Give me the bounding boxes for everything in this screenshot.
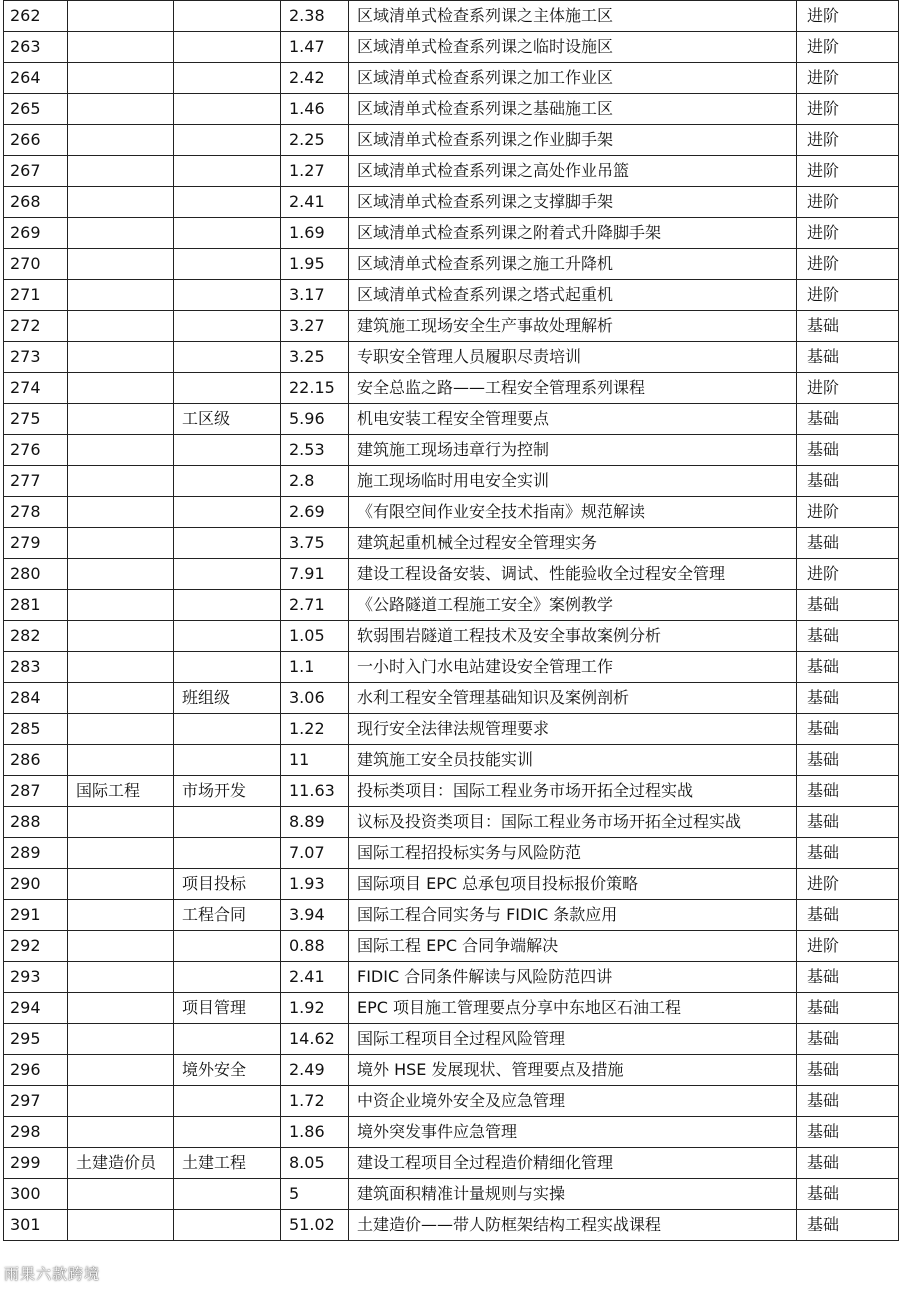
row-number: 279 [4, 528, 68, 559]
table-row [4, 249, 899, 280]
hours-cell: 3.27 [281, 311, 349, 342]
hours-cell: 0.88 [281, 931, 349, 962]
hours-cell: 2.49 [281, 1055, 349, 1086]
hours-cell: 1.46 [281, 94, 349, 125]
category-cell [68, 559, 174, 590]
category-cell [68, 125, 174, 156]
level-cell: 基础 [797, 838, 899, 869]
level-cell: 基础 [797, 683, 899, 714]
course-title-cell: 国际工程招投标实务与风险防范 [349, 838, 797, 869]
level-cell: 基础 [797, 807, 899, 838]
row-number: 273 [4, 342, 68, 373]
row-number: 272 [4, 311, 68, 342]
table-row [4, 156, 899, 187]
hours-cell: 7.07 [281, 838, 349, 869]
hours-cell: 3.17 [281, 280, 349, 311]
level-cell: 基础 [797, 1117, 899, 1148]
course-title-cell: 国际工程合同实务与 FIDIC 条款应用 [349, 900, 797, 931]
row-number: 264 [4, 63, 68, 94]
table-row [4, 63, 899, 94]
table-row [4, 869, 899, 900]
course-title-cell: 区域清单式检查系列课之基础施工区 [349, 94, 797, 125]
row-number: 268 [4, 187, 68, 218]
category-cell [68, 1117, 174, 1148]
row-number: 285 [4, 714, 68, 745]
subcategory-cell [174, 1024, 281, 1055]
category-cell: 国际工程 [68, 776, 174, 807]
course-title-cell: FIDIC 合同条件解读与风险防范四讲 [349, 962, 797, 993]
row-number: 297 [4, 1086, 68, 1117]
table-row [4, 342, 899, 373]
row-number: 301 [4, 1210, 68, 1241]
category-cell [68, 94, 174, 125]
row-number: 298 [4, 1117, 68, 1148]
table-row [4, 962, 899, 993]
category-cell [68, 63, 174, 94]
subcategory-cell [174, 466, 281, 497]
category-cell [68, 590, 174, 621]
subcategory-cell [174, 497, 281, 528]
hours-cell: 5.96 [281, 404, 349, 435]
level-cell: 基础 [797, 714, 899, 745]
table-row [4, 1210, 899, 1241]
course-title-cell: EPC 项目施工管理要点分享中东地区石油工程 [349, 993, 797, 1024]
table-row [4, 621, 899, 652]
table-row [4, 32, 899, 63]
subcategory-cell [174, 559, 281, 590]
level-cell: 进阶 [797, 218, 899, 249]
table-row [4, 931, 899, 962]
subcategory-cell: 项目投标 [174, 869, 281, 900]
subcategory-cell [174, 1086, 281, 1117]
table-row [4, 559, 899, 590]
level-cell: 进阶 [797, 125, 899, 156]
table-row [4, 652, 899, 683]
table-row [4, 714, 899, 745]
row-number: 269 [4, 218, 68, 249]
hours-cell: 1.22 [281, 714, 349, 745]
level-cell: 进阶 [797, 156, 899, 187]
course-title-cell: 机电安装工程安全管理要点 [349, 404, 797, 435]
course-title-cell: 区域清单式检查系列课之塔式起重机 [349, 280, 797, 311]
hours-cell: 3.75 [281, 528, 349, 559]
subcategory-cell [174, 218, 281, 249]
level-cell: 基础 [797, 342, 899, 373]
course-title-cell: 区域清单式检查系列课之作业脚手架 [349, 125, 797, 156]
level-cell: 基础 [797, 1055, 899, 1086]
hours-cell: 2.69 [281, 497, 349, 528]
row-number: 300 [4, 1179, 68, 1210]
category-cell [68, 1055, 174, 1086]
level-cell: 基础 [797, 962, 899, 993]
subcategory-cell [174, 962, 281, 993]
level-cell: 进阶 [797, 931, 899, 962]
category-cell [68, 714, 174, 745]
course-title-cell: 建设工程设备安装、调试、性能验收全过程安全管理 [349, 559, 797, 590]
subcategory-cell [174, 125, 281, 156]
table-row [4, 94, 899, 125]
category-cell [68, 497, 174, 528]
subcategory-cell [174, 807, 281, 838]
row-number: 265 [4, 94, 68, 125]
table-row [4, 404, 899, 435]
table-row [4, 1086, 899, 1117]
table-row [4, 590, 899, 621]
table-row [4, 1117, 899, 1148]
table-row [4, 900, 899, 931]
hours-cell: 22.15 [281, 373, 349, 404]
hours-cell: 11 [281, 745, 349, 776]
category-cell [68, 32, 174, 63]
category-cell [68, 993, 174, 1024]
row-number: 295 [4, 1024, 68, 1055]
course-title-cell: 区域清单式检查系列课之临时设施区 [349, 32, 797, 63]
table-row [4, 838, 899, 869]
subcategory-cell [174, 187, 281, 218]
category-cell [68, 1024, 174, 1055]
course-title-cell: 区域清单式检查系列课之附着式升降脚手架 [349, 218, 797, 249]
subcategory-cell [174, 156, 281, 187]
course-title-cell: 建筑施工现场安全生产事故处理解析 [349, 311, 797, 342]
subcategory-cell [174, 1210, 281, 1241]
row-number: 291 [4, 900, 68, 931]
hours-cell: 1.95 [281, 249, 349, 280]
row-number: 271 [4, 280, 68, 311]
subcategory-cell: 土建工程 [174, 1148, 281, 1179]
category-cell: 土建造价员 [68, 1148, 174, 1179]
subcategory-cell [174, 32, 281, 63]
table-row [4, 125, 899, 156]
category-cell [68, 745, 174, 776]
table-row [4, 373, 899, 404]
level-cell: 基础 [797, 776, 899, 807]
subcategory-cell: 班组级 [174, 683, 281, 714]
row-number: 274 [4, 373, 68, 404]
course-title-cell: 建设工程项目全过程造价精细化管理 [349, 1148, 797, 1179]
subcategory-cell [174, 931, 281, 962]
table-row [4, 466, 899, 497]
subcategory-cell [174, 590, 281, 621]
course-title-cell: 建筑施工安全员技能实训 [349, 745, 797, 776]
hours-cell: 5 [281, 1179, 349, 1210]
table-row [4, 1, 899, 32]
row-number: 293 [4, 962, 68, 993]
category-cell [68, 156, 174, 187]
row-number: 284 [4, 683, 68, 714]
course-title-cell: 建筑施工现场违章行为控制 [349, 435, 797, 466]
subcategory-cell: 境外安全 [174, 1055, 281, 1086]
subcategory-cell [174, 838, 281, 869]
row-number: 278 [4, 497, 68, 528]
subcategory-cell: 项目管理 [174, 993, 281, 1024]
category-cell [68, 621, 174, 652]
hours-cell: 51.02 [281, 1210, 349, 1241]
subcategory-cell [174, 249, 281, 280]
row-number: 292 [4, 931, 68, 962]
row-number: 281 [4, 590, 68, 621]
course-title-cell: 议标及投资类项目：国际工程业务市场开拓全过程实战 [349, 807, 797, 838]
subcategory-cell: 市场开发 [174, 776, 281, 807]
row-number: 290 [4, 869, 68, 900]
level-cell: 基础 [797, 652, 899, 683]
row-number: 288 [4, 807, 68, 838]
row-number: 267 [4, 156, 68, 187]
hours-cell: 1.05 [281, 621, 349, 652]
category-cell [68, 218, 174, 249]
category-cell [68, 962, 174, 993]
category-cell [68, 652, 174, 683]
subcategory-cell: 工区级 [174, 404, 281, 435]
subcategory-cell [174, 528, 281, 559]
level-cell: 基础 [797, 311, 899, 342]
hours-cell: 8.05 [281, 1148, 349, 1179]
table-row [4, 528, 899, 559]
level-cell: 基础 [797, 590, 899, 621]
level-cell: 基础 [797, 404, 899, 435]
hours-cell: 1.27 [281, 156, 349, 187]
course-title-cell: 国际工程项目全过程风险管理 [349, 1024, 797, 1055]
table-row [4, 311, 899, 342]
subcategory-cell [174, 373, 281, 404]
course-title-cell: 投标类项目：国际工程业务市场开拓全过程实战 [349, 776, 797, 807]
table-row [4, 280, 899, 311]
hours-cell: 1.47 [281, 32, 349, 63]
level-cell: 基础 [797, 528, 899, 559]
subcategory-cell [174, 311, 281, 342]
hours-cell: 3.06 [281, 683, 349, 714]
subcategory-cell [174, 714, 281, 745]
table-row [4, 807, 899, 838]
course-title-cell: 境外突发事件应急管理 [349, 1117, 797, 1148]
level-cell: 基础 [797, 466, 899, 497]
hours-cell: 2.41 [281, 187, 349, 218]
category-cell [68, 683, 174, 714]
course-title-cell: 《公路隧道工程施工安全》案例教学 [349, 590, 797, 621]
category-cell [68, 311, 174, 342]
table-row [4, 683, 899, 714]
level-cell: 进阶 [797, 280, 899, 311]
level-cell: 进阶 [797, 869, 899, 900]
row-number: 266 [4, 125, 68, 156]
level-cell: 进阶 [797, 94, 899, 125]
level-cell: 进阶 [797, 373, 899, 404]
course-title-cell: 一小时入门水电站建设安全管理工作 [349, 652, 797, 683]
subcategory-cell [174, 1, 281, 32]
subcategory-cell: 工程合同 [174, 900, 281, 931]
course-title-cell: 区域清单式检查系列课之支撑脚手架 [349, 187, 797, 218]
watermark-text: 雨果六款跨境 [4, 1265, 101, 1283]
level-cell: 进阶 [797, 32, 899, 63]
table-row [4, 1148, 899, 1179]
category-cell [68, 342, 174, 373]
row-number: 263 [4, 32, 68, 63]
category-cell [68, 900, 174, 931]
row-number: 276 [4, 435, 68, 466]
row-number: 282 [4, 621, 68, 652]
hours-cell: 2.41 [281, 962, 349, 993]
subcategory-cell [174, 94, 281, 125]
category-cell [68, 807, 174, 838]
hours-cell: 1.1 [281, 652, 349, 683]
category-cell [68, 187, 174, 218]
level-cell: 基础 [797, 621, 899, 652]
course-title-cell: 现行安全法律法规管理要求 [349, 714, 797, 745]
table-row [4, 187, 899, 218]
category-cell [68, 1, 174, 32]
row-number: 262 [4, 1, 68, 32]
hours-cell: 3.94 [281, 900, 349, 931]
course-title-cell: 建筑起重机械全过程安全管理实务 [349, 528, 797, 559]
hours-cell: 1.93 [281, 869, 349, 900]
hours-cell: 2.38 [281, 1, 349, 32]
level-cell: 进阶 [797, 497, 899, 528]
level-cell: 基础 [797, 993, 899, 1024]
subcategory-cell [174, 1117, 281, 1148]
level-cell: 基础 [797, 1024, 899, 1055]
course-title-cell: 安全总监之路——工程安全管理系列课程 [349, 373, 797, 404]
subcategory-cell [174, 435, 281, 466]
level-cell: 基础 [797, 1179, 899, 1210]
category-cell [68, 1086, 174, 1117]
row-number: 289 [4, 838, 68, 869]
level-cell: 基础 [797, 1086, 899, 1117]
hours-cell: 1.69 [281, 218, 349, 249]
hours-cell: 2.53 [281, 435, 349, 466]
subcategory-cell [174, 63, 281, 94]
course-title-cell: 境外 HSE 发展现状、管理要点及措施 [349, 1055, 797, 1086]
category-cell [68, 435, 174, 466]
table-row [4, 435, 899, 466]
table-row [4, 1024, 899, 1055]
hours-cell: 2.71 [281, 590, 349, 621]
hours-cell: 14.62 [281, 1024, 349, 1055]
subcategory-cell [174, 621, 281, 652]
category-cell [68, 1210, 174, 1241]
table-row [4, 993, 899, 1024]
course-title-cell: 《有限空间作业安全技术指南》规范解读 [349, 497, 797, 528]
level-cell: 基础 [797, 1210, 899, 1241]
hours-cell: 1.92 [281, 993, 349, 1024]
category-cell [68, 280, 174, 311]
category-cell [68, 466, 174, 497]
level-cell: 进阶 [797, 187, 899, 218]
row-number: 286 [4, 745, 68, 776]
course-title-cell: 中资企业境外安全及应急管理 [349, 1086, 797, 1117]
hours-cell: 2.25 [281, 125, 349, 156]
course-title-cell: 区域清单式检查系列课之施工升降机 [349, 249, 797, 280]
subcategory-cell [174, 1179, 281, 1210]
category-cell [68, 838, 174, 869]
category-cell [68, 1179, 174, 1210]
course-title-cell: 区域清单式检查系列课之主体施工区 [349, 1, 797, 32]
category-cell [68, 249, 174, 280]
course-title-cell: 区域清单式检查系列课之高处作业吊篮 [349, 156, 797, 187]
course-title-cell: 建筑面积精准计量规则与实操 [349, 1179, 797, 1210]
level-cell: 基础 [797, 1148, 899, 1179]
course-title-cell: 专职安全管理人员履职尽责培训 [349, 342, 797, 373]
row-number: 275 [4, 404, 68, 435]
table-row [4, 1179, 899, 1210]
subcategory-cell [174, 652, 281, 683]
table-row [4, 1055, 899, 1086]
course-title-cell: 软弱围岩隧道工程技术及安全事故案例分析 [349, 621, 797, 652]
course-title-cell: 水利工程安全管理基础知识及案例剖析 [349, 683, 797, 714]
subcategory-cell [174, 745, 281, 776]
row-number: 283 [4, 652, 68, 683]
course-title-cell: 施工现场临时用电安全实训 [349, 466, 797, 497]
row-number: 296 [4, 1055, 68, 1086]
table-row [4, 218, 899, 249]
level-cell: 进阶 [797, 1, 899, 32]
subcategory-cell [174, 280, 281, 311]
level-cell: 进阶 [797, 63, 899, 94]
row-number: 287 [4, 776, 68, 807]
table-row [4, 745, 899, 776]
category-cell [68, 931, 174, 962]
hours-cell: 11.63 [281, 776, 349, 807]
level-cell: 基础 [797, 435, 899, 466]
level-cell: 基础 [797, 745, 899, 776]
row-number: 299 [4, 1148, 68, 1179]
course-title-cell: 国际项目 EPC 总承包项目投标报价策略 [349, 869, 797, 900]
hours-cell: 2.8 [281, 466, 349, 497]
category-cell [68, 869, 174, 900]
category-cell [68, 373, 174, 404]
row-number: 270 [4, 249, 68, 280]
course-title-cell: 国际工程 EPC 合同争端解决 [349, 931, 797, 962]
row-number: 280 [4, 559, 68, 590]
level-cell: 进阶 [797, 249, 899, 280]
hours-cell: 8.89 [281, 807, 349, 838]
row-number: 294 [4, 993, 68, 1024]
hours-cell: 1.72 [281, 1086, 349, 1117]
category-cell [68, 404, 174, 435]
course-title-cell: 区域清单式检查系列课之加工作业区 [349, 63, 797, 94]
hours-cell: 2.42 [281, 63, 349, 94]
row-number: 277 [4, 466, 68, 497]
level-cell: 基础 [797, 900, 899, 931]
hours-cell: 7.91 [281, 559, 349, 590]
level-cell: 进阶 [797, 559, 899, 590]
table-row [4, 776, 899, 807]
hours-cell: 1.86 [281, 1117, 349, 1148]
hours-cell: 3.25 [281, 342, 349, 373]
table-row [4, 497, 899, 528]
category-cell [68, 528, 174, 559]
subcategory-cell [174, 342, 281, 373]
course-table [3, 0, 899, 1241]
course-title-cell: 土建造价——带人防框架结构工程实战课程 [349, 1210, 797, 1241]
